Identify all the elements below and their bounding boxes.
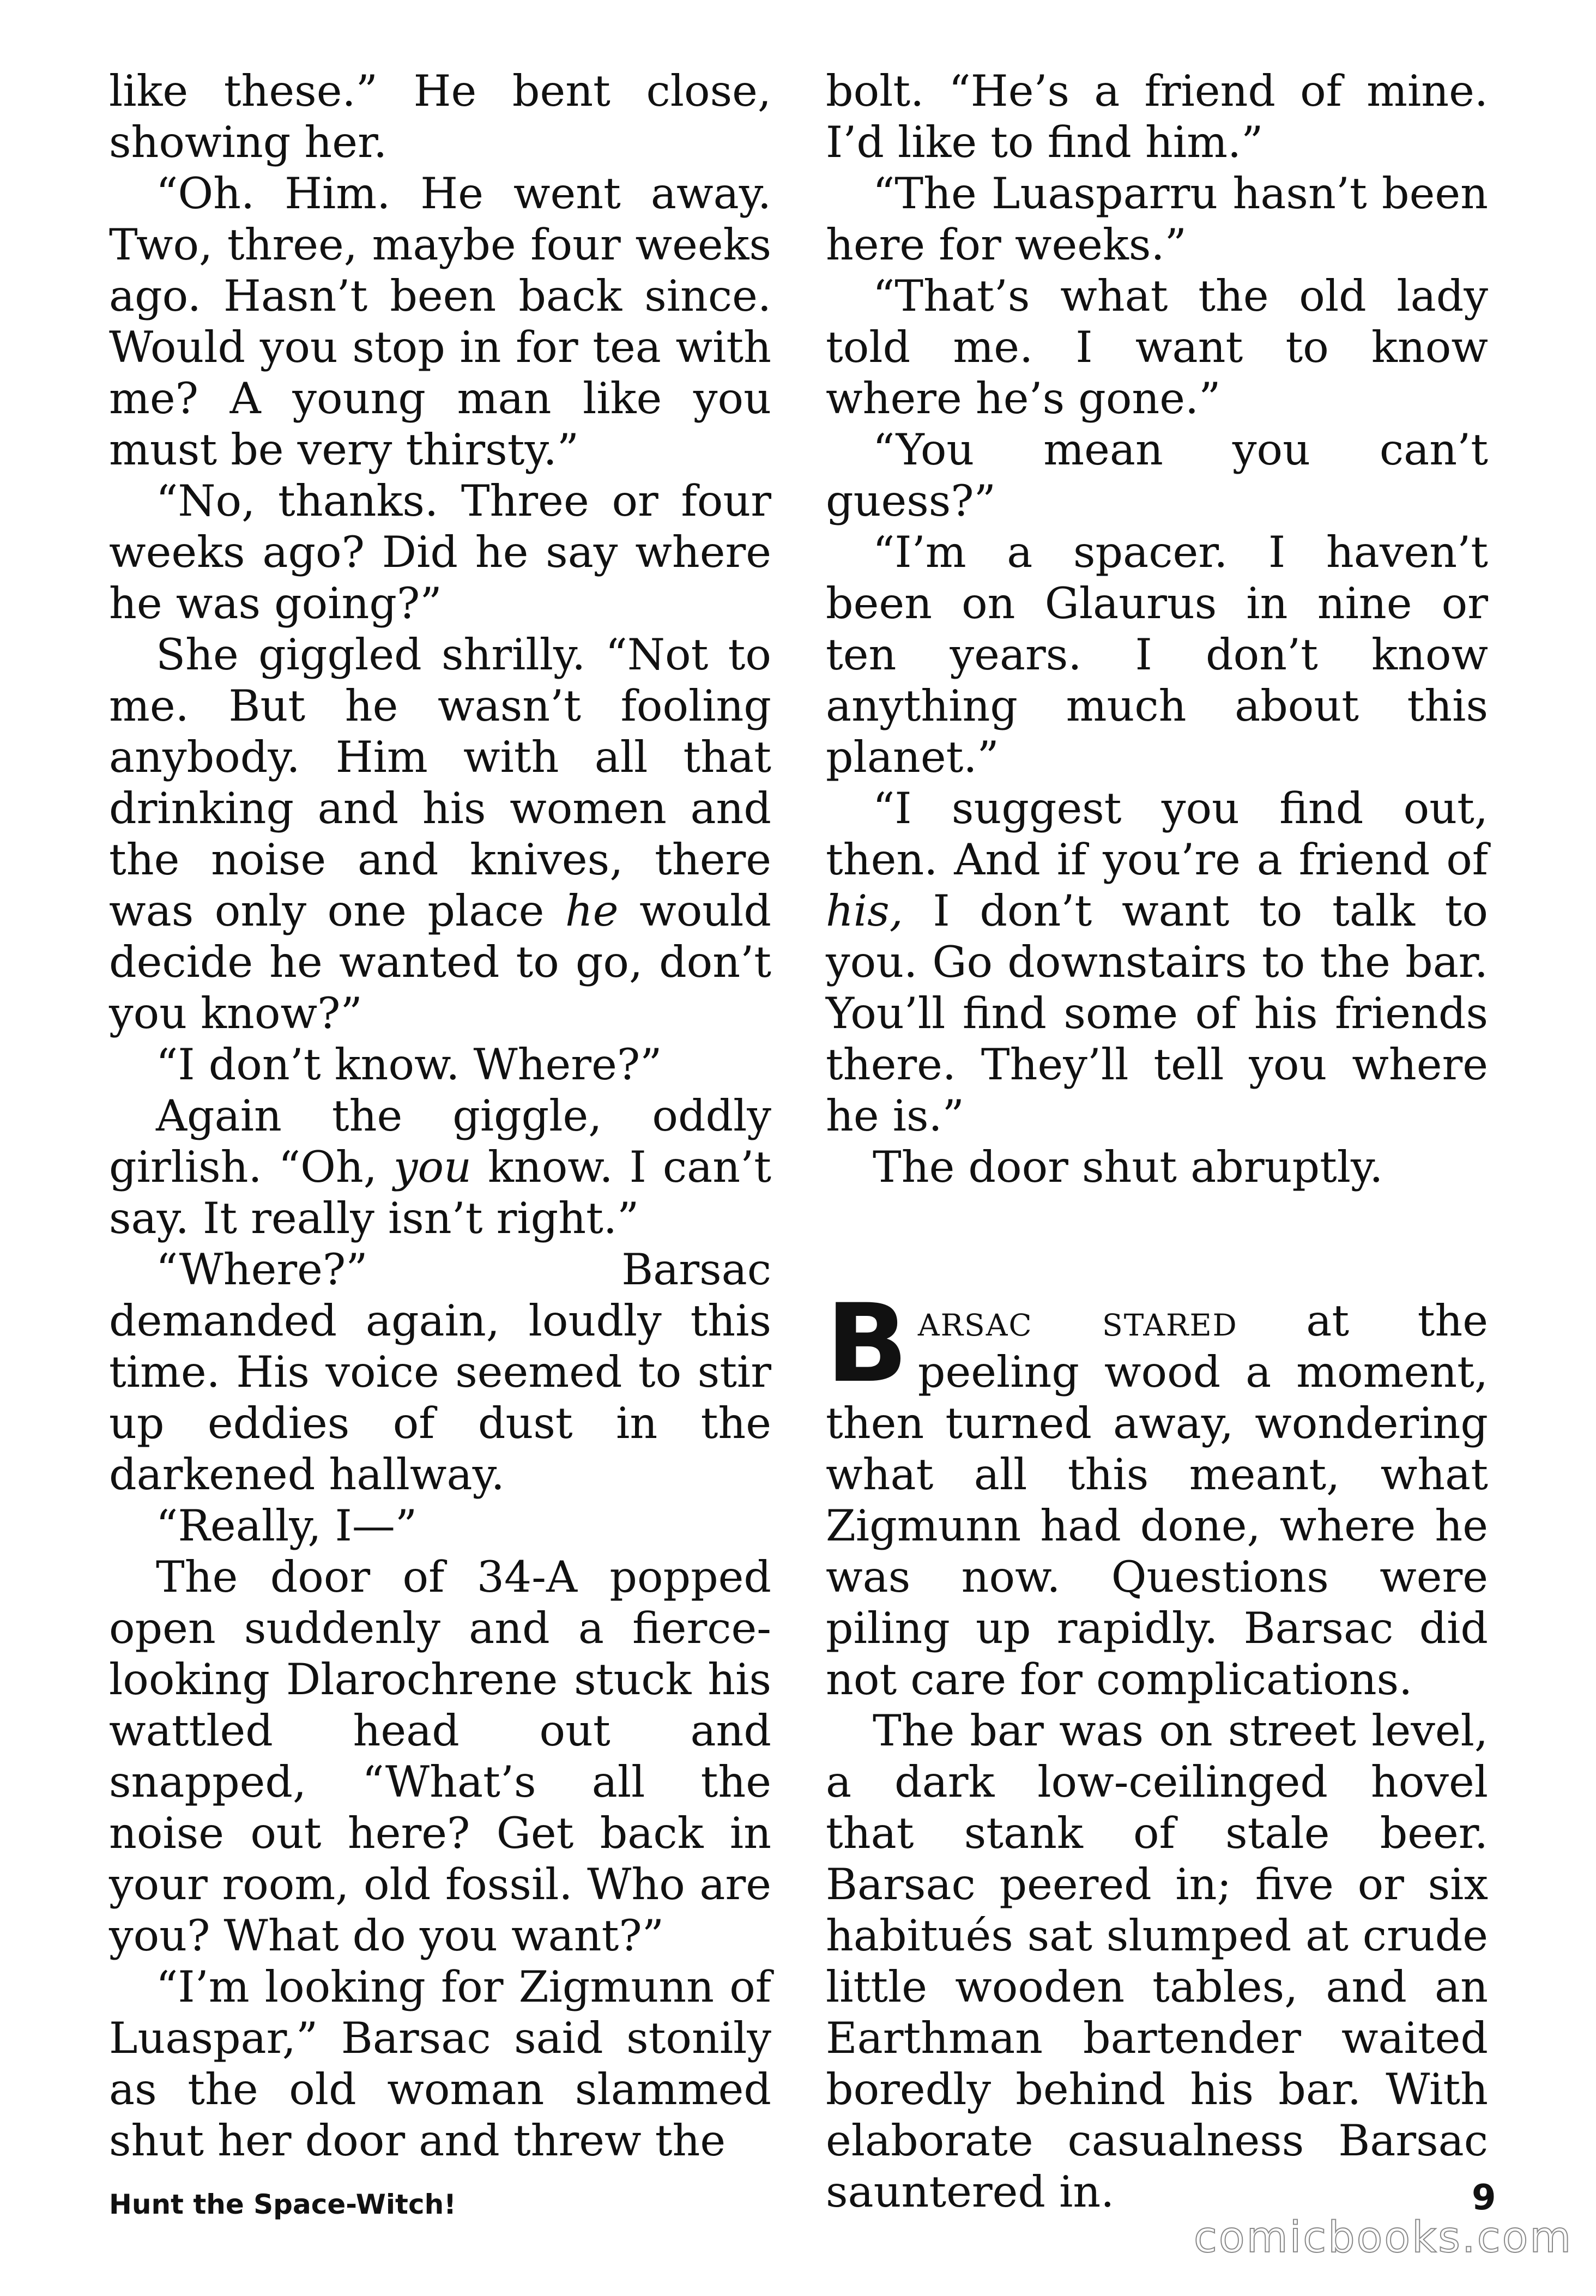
- watermark: comicbooks.com: [1194, 2213, 1573, 2262]
- paragraph-text: Again the giggle, oddly girlish. “Oh,: [109, 1091, 771, 1192]
- paragraph: “Oh. Him. He went away. Two, three, maybe four weeks ago. Hasn’t been back since. Would you stop in for tea with me? A young man like you must be very thirsty.”: [109, 168, 771, 475]
- paragraph: “I don’t know. Where?”: [156, 1040, 662, 1090]
- paragraph: The bar was on street level, a dark low-ceilinged hovel that stank of stale beer. Barsac peered in; five or six habitués sat slumped at crude little wooden tables, and an Earthman bartender waited boredly behind his bar. With elaborate casualness Barsac sauntered in.: [826, 1706, 1488, 2217]
- left-text-column: [109, 65, 771, 2166]
- paragraph: “I’m looking for Zigmunn of Luaspar,” Barsac said stonily as the old woman slammed shut her door and threw the: [109, 1962, 771, 2166]
- italic-word: he: [565, 886, 619, 936]
- page-number: 9: [1472, 2178, 1496, 2218]
- paragraph: [109, 1090, 771, 1244]
- paragraph-text: know. I can’t say. It really isn’t right.”: [109, 1142, 771, 1243]
- paragraph-text: would decide he wanted to go, don’t you know?”: [109, 886, 771, 1038]
- paragraph-text: “I suggest you find out, then. And if you’re a friend of: [826, 783, 1488, 885]
- paragraph: “I’m a spacer. I haven’t been on Glaurus in nine or ten years. I don’t know anything much about this planet.”: [826, 527, 1488, 782]
- paragraph: “Really, I—”: [156, 1501, 418, 1551]
- drop-cap: B: [826, 1280, 908, 1406]
- paragraph: The door shut abruptly.: [873, 1142, 1383, 1192]
- paragraph: [826, 783, 1488, 1141]
- paragraph: “The Luasparru hasn’t been here for weeks.”: [826, 168, 1488, 270]
- paragraph: “Where?” Barsac demanded again, loudly this time. His voice seemed to stir up eddies of dust in the darkened hallway.: [109, 1244, 771, 1500]
- section-opening-paragraph: [826, 1280, 1488, 1705]
- paragraph-text: at the peeling wood a moment, then turned away, wondering what all this meant, what Zigmunn had done, where he was now. Questions were piling up rapidly. Barsac did not care for complications.: [826, 1296, 1488, 1705]
- right-text-column: [826, 65, 1488, 2218]
- paragraph: like these.” He bent close, showing her.: [109, 66, 771, 167]
- paragraph: bolt. “He’s a friend of mine. I’d like to find him.”: [826, 66, 1488, 167]
- paragraph: [109, 629, 771, 1039]
- paragraph-text: I don’t want to talk to you. Go downstairs to the bar. You’ll find some of his friends there. They’ll tell you where he is.”: [826, 886, 1488, 1141]
- small-caps-lead: arsac stared: [917, 1296, 1238, 1346]
- section-break: [826, 1193, 1488, 1295]
- paragraph: The door of 34-A popped open suddenly and a fierce-looking Dlarochrene stuck his wattled head out and snapped, “What’s all the noise out here? Get back in your room, old fossil. Who are you? What do you want?”: [109, 1552, 771, 1961]
- italic-word: his,: [826, 886, 903, 936]
- italic-word: you: [393, 1142, 471, 1192]
- paragraph-text: She giggled shrilly. “Not to me. But he wasn’t fooling anybody. Him with all that drinking and his women and the noise and knives, there was only one place: [109, 630, 771, 936]
- paragraph: “No, thanks. Three or four weeks ago? Did he say where he was going?”: [109, 476, 771, 629]
- running-footer-title: Hunt the Space-Witch!: [109, 2189, 456, 2220]
- paragraph: “That’s what the old lady told me. I want to know where he’s gone.”: [826, 271, 1488, 424]
- paragraph: “You mean you can’t guess?”: [826, 425, 1488, 526]
